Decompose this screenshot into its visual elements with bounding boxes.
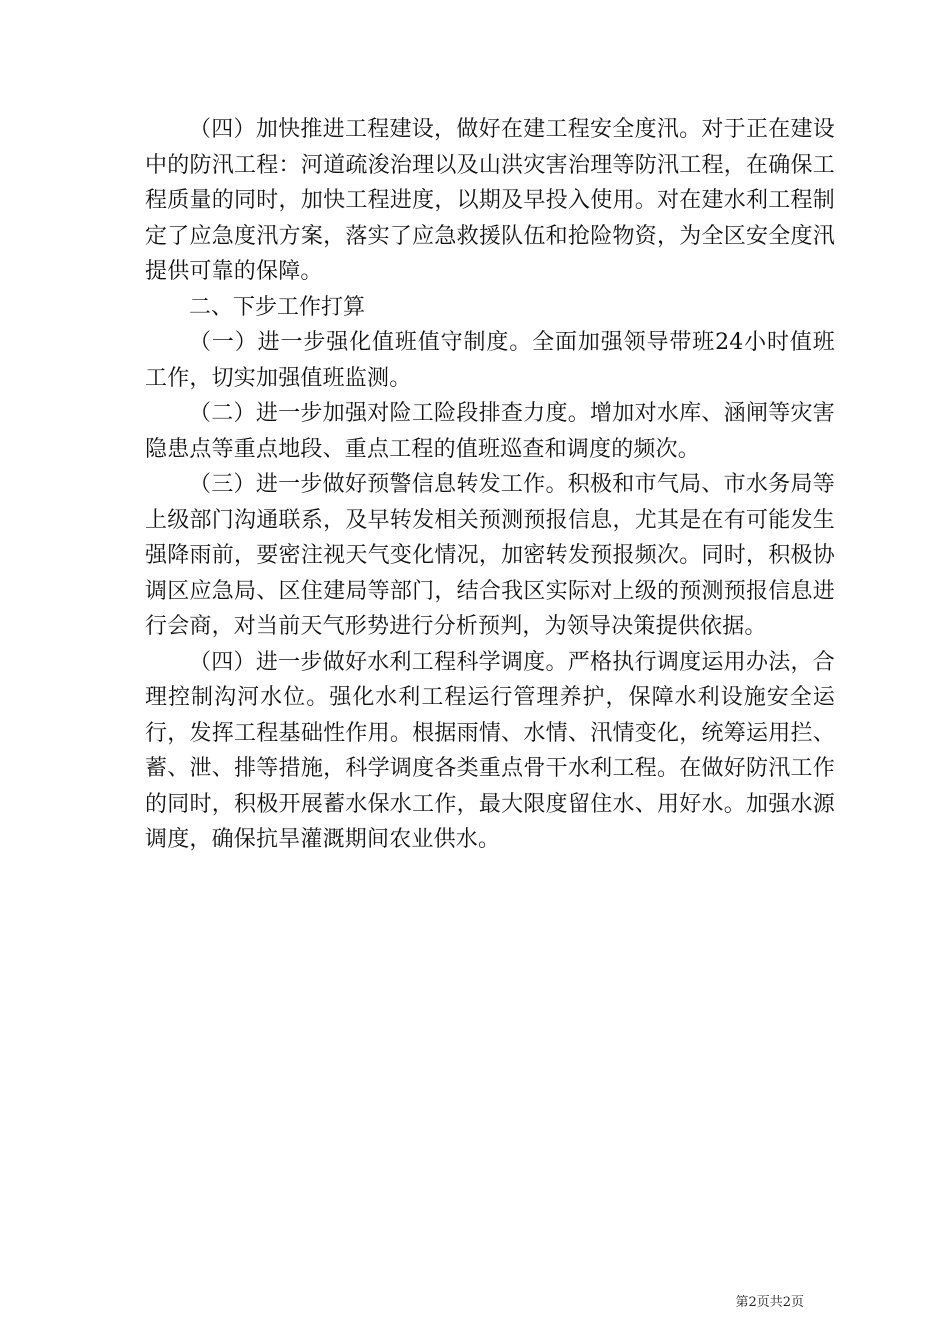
paragraph-construction-safety: （四）加快推进工程建设，做好在建工程安全度汛。对于正在建设中的防汛工程：河道疏浚治理以及山洪灾害治理等防汛工程，在确保工程质量的同时，加快工程进度，以期及早投入使用。对在建水利工程制定了应急度汛方案，落实了应急救援队伍和抢险物资，为全区安全度汛提供可靠的保障。 bbox=[145, 117, 835, 284]
section-heading-next-steps: 二、下步工作打算 bbox=[189, 294, 366, 320]
paragraph-duty-system: （一）进一步强化值班值守制度。全面加强领导带班24小时值班工作，切实加强值班监测。 bbox=[145, 330, 835, 391]
page-number-label: 第2页共2页 bbox=[735, 1295, 804, 1310]
paragraph-scientific-dispatch: （四）进一步做好水利工程科学调度。严格执行调度运用办法，合理控制沟河水位。强化水利工程运行管理养护，保障水利设施安全运行，发挥工程基础性作用。根据雨情、水情、汛情变化，统筹运用拦、蓄、泄、排等措施，科学调度各类重点骨干水利工程。在做好防汛工作的同时，积极开展蓄水保水工作，最大限度留住水、用好水。加强水源调度，确保抗旱灌溉期间农业供水。 bbox=[145, 649, 835, 852]
page-number-footer bbox=[735, 1294, 804, 1312]
paragraph-risk-inspection: （二）进一步加强对险工险段排查力度。增加对水库、涵闸等灾害隐患点等重点地段、重点工程的值班巡查和调度的频次。 bbox=[145, 401, 835, 462]
document-body bbox=[145, 112, 835, 858]
paragraph-warning-forwarding: （三）进一步做好预警信息转发工作。积极和市气局、市水务局等上级部门沟通联系，及早转发相关预测预报信息，尤其是在有可能发生强降雨前，要密注视天气变化情况，加密转发预报频次。同时，积极协调区应急局、区住建局等部门，结合我区实际对上级的预测预报信息进行会商，对当前天气形势进行分析预判，为领导决策提供依据。 bbox=[145, 472, 835, 639]
